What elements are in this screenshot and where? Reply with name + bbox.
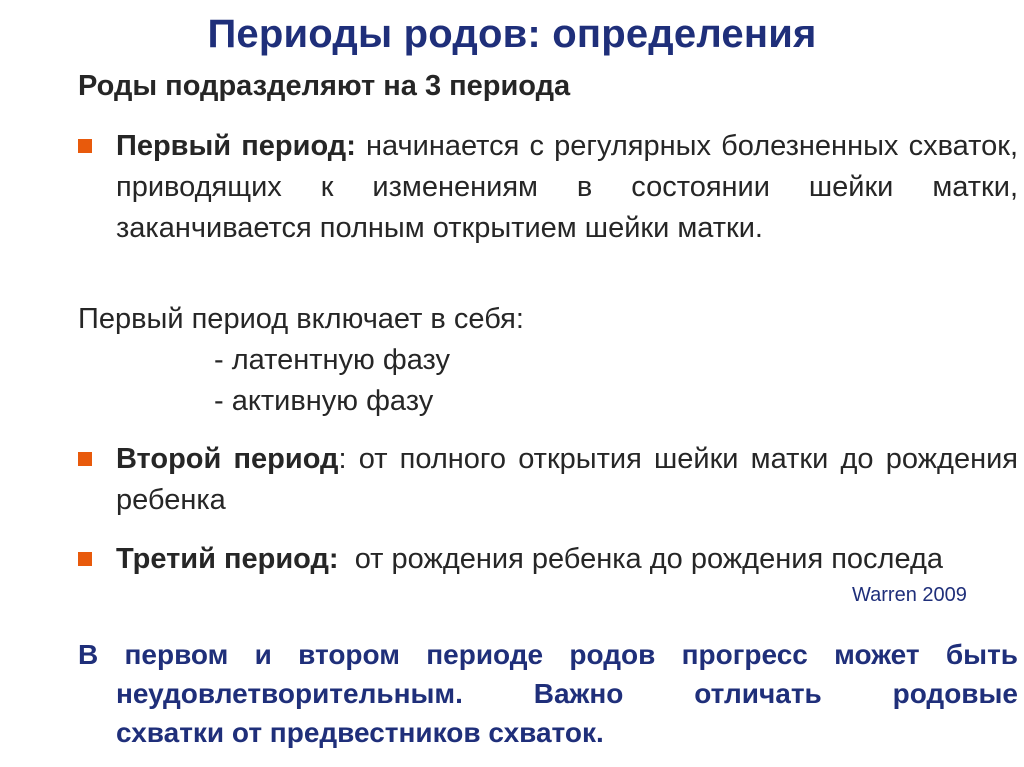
phase-item: - активную фазу — [214, 385, 434, 417]
bullet-second-period — [78, 439, 1018, 521]
bullet-text — [116, 439, 1018, 521]
conclusion-line: В первом и втором периоде родов прогресс может быть — [78, 639, 1018, 670]
citation: Warren 2009 — [852, 584, 967, 606]
bullet-label: Второй период — [116, 443, 339, 475]
slide-subtitle: Роды подразделяют на 3 периода — [78, 70, 571, 102]
bullet-first-period — [78, 126, 1018, 249]
bullet-label: Третий период: — [116, 543, 339, 575]
slide-title: Периоды родов: определения — [207, 12, 817, 56]
bullet-text — [116, 539, 1018, 580]
conclusion — [78, 635, 1018, 752]
square-bullet-icon — [78, 139, 92, 153]
square-bullet-icon — [78, 452, 92, 466]
conclusion-line: неудовлетворительным. Важно отличать родовые — [116, 678, 1018, 709]
bullet-body: : от полного открытия шейки матки до рождения ребенка — [116, 443, 1018, 516]
bullet-third-period — [78, 539, 1018, 580]
bullet-body: от рождения ребенка до рождения последа — [338, 543, 944, 575]
bullet-label: Первый период: — [116, 130, 356, 162]
includes-intro: Первый период включает в себя: — [78, 303, 524, 335]
conclusion-line: схватки от предвестников схваток. — [116, 717, 604, 748]
bullet-body: начинается с регулярных болезненных схваток, приводящих к изменениям в состоянии шейки матки, заканчивается полным открытием шейки матки. — [116, 130, 1019, 244]
phase-item: - латентную фазу — [214, 344, 450, 376]
square-bullet-icon — [78, 552, 92, 566]
bullet-text — [116, 126, 1018, 249]
